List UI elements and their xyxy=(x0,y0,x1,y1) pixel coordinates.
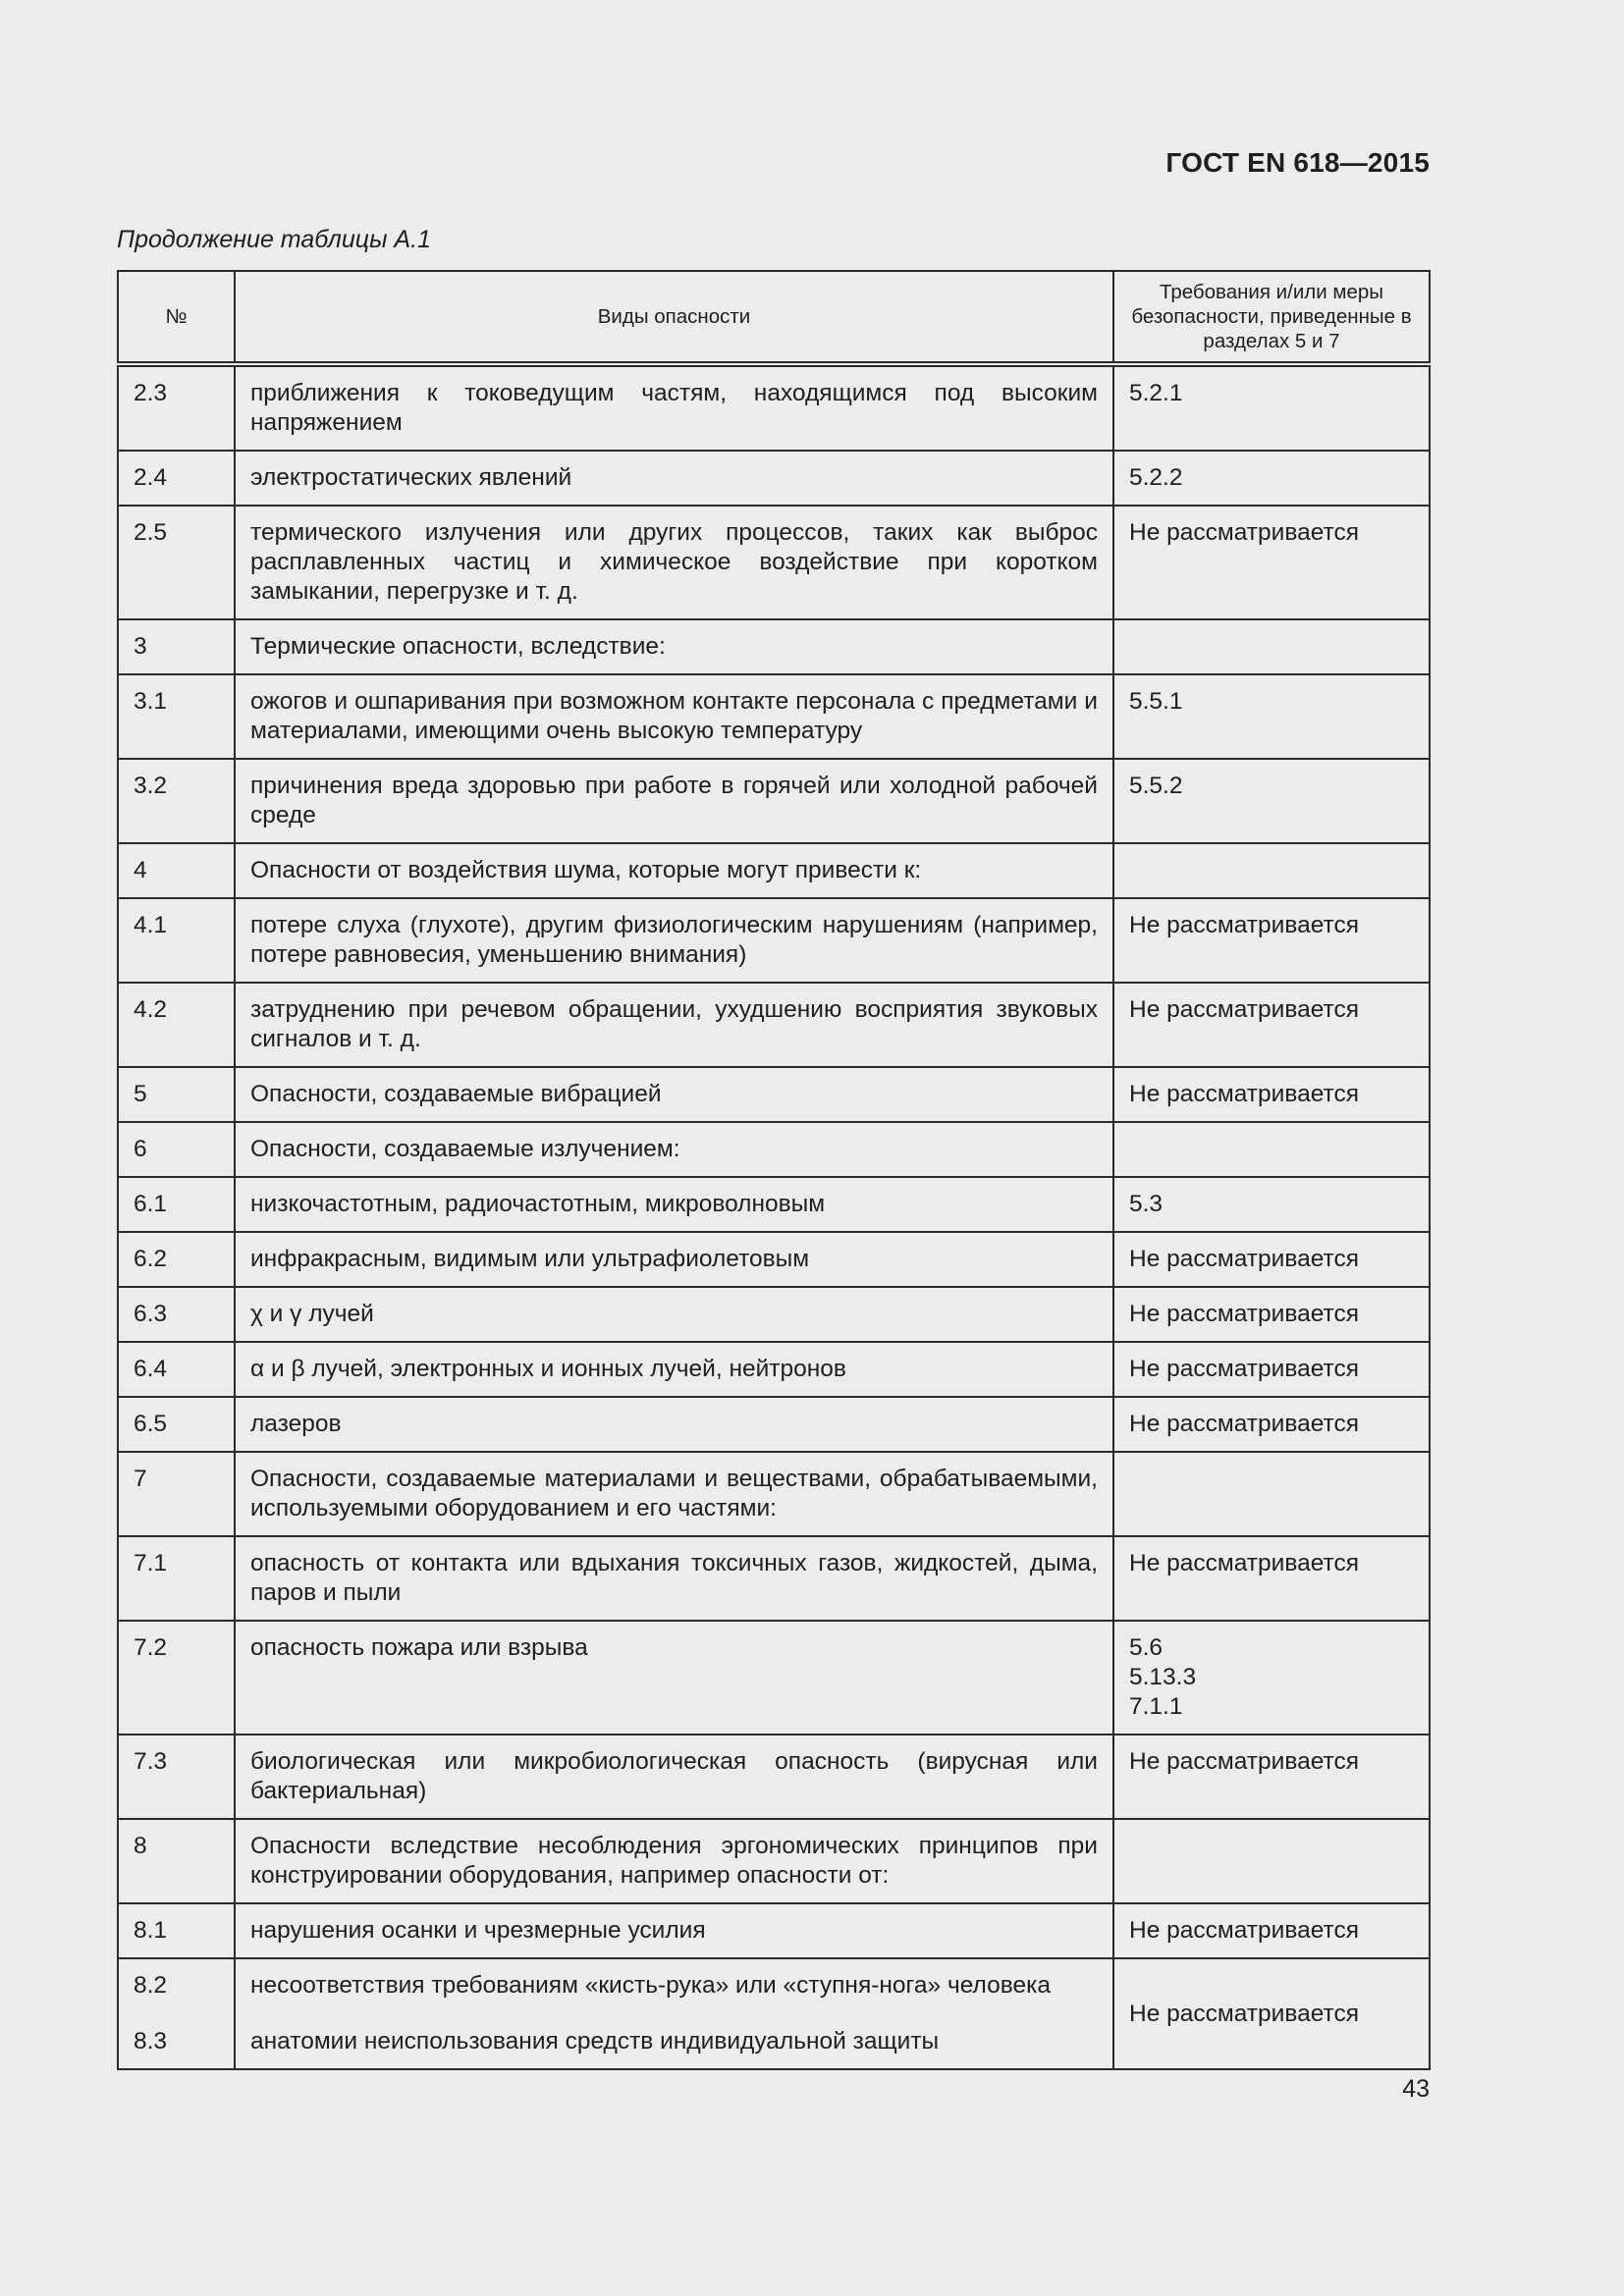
row-req: Не рассматривается xyxy=(1113,1536,1430,1621)
row-num: 7.1 xyxy=(118,1536,235,1621)
row-num: 3.1 xyxy=(118,674,235,759)
row-num: 2.5 xyxy=(118,506,235,619)
row-req xyxy=(1113,843,1430,898)
row-num-b: 8.3 xyxy=(134,2028,168,2055)
row-num: 4 xyxy=(118,843,235,898)
table-row xyxy=(118,1621,1430,1735)
row-req: Не рассматривается xyxy=(1113,1903,1430,1958)
header-requirements: Требования и/или меры безопасности, приведенные в разделах 5 и 7 xyxy=(1113,271,1430,364)
row-num: 8 xyxy=(118,1819,235,1903)
standard-code: ГОСТ EN 618—2015 xyxy=(1165,147,1430,178)
row-num: 6.3 xyxy=(118,1287,235,1342)
header-hazard: Виды опасности xyxy=(235,271,1113,364)
row-hazard: Термические опасности, вследствие: xyxy=(235,619,1113,674)
row-req: Не рассматривается xyxy=(1113,1067,1430,1122)
table-row xyxy=(118,1342,1430,1397)
row-hazard: электростатических явлений xyxy=(235,451,1113,506)
row-num xyxy=(118,1958,235,2069)
row-req: 5.3 xyxy=(1113,1177,1430,1232)
row-hazard: потере слуха (глухоте), другим физиологическим нарушениям (например, потере равновесия, уменьшению внимания) xyxy=(235,898,1113,983)
row-hazard-b: анатомии неиспользования средств индивидуальной защиты xyxy=(250,2028,940,2055)
req-ref: 7.1.1 xyxy=(1129,1693,1183,1720)
table-row-group xyxy=(118,843,1430,898)
row-hazard: нарушения осанки и чрезмерные усилия xyxy=(235,1903,1113,1958)
header-num: № xyxy=(118,271,235,364)
row-req: Не рассматривается xyxy=(1113,1342,1430,1397)
table-row xyxy=(118,1536,1430,1621)
row-hazard: затруднению при речевом обращении, ухудшению восприятия звуковых сигналов и т. д. xyxy=(235,983,1113,1067)
table-row xyxy=(118,1903,1430,1958)
row-hazard: Опасности, создаваемые излучением: xyxy=(235,1122,1113,1177)
row-num: 4.1 xyxy=(118,898,235,983)
row-num: 4.2 xyxy=(118,983,235,1067)
row-num: 2.3 xyxy=(118,364,235,451)
table-row-merged xyxy=(118,1958,1430,2069)
row-req: Не рассматривается xyxy=(1113,1397,1430,1452)
req-ref: 5.6 xyxy=(1129,1634,1164,1661)
row-req: 5.5.1 xyxy=(1113,674,1430,759)
row-num: 3 xyxy=(118,619,235,674)
row-num: 6.2 xyxy=(118,1232,235,1287)
req-ref: 5.13.3 xyxy=(1129,1664,1197,1690)
row-hazard xyxy=(235,1958,1113,2069)
row-req xyxy=(1113,619,1430,674)
row-hazard: причинения вреда здоровью при работе в горячей или холодной рабочей среде xyxy=(235,759,1113,843)
row-num: 2.4 xyxy=(118,451,235,506)
row-hazard: Опасности, создаваемые вибрацией xyxy=(235,1067,1113,1122)
row-hazard: приближения к токоведущим частям, находящимся под высоким напряжением xyxy=(235,364,1113,451)
row-hazard: инфракрасным, видимым или ультрафиолетовым xyxy=(235,1232,1113,1287)
table-row xyxy=(118,451,1430,506)
table-caption: Продолжение таблицы А.1 xyxy=(117,226,431,253)
row-num: 3.2 xyxy=(118,759,235,843)
row-req: 5.5.2 xyxy=(1113,759,1430,843)
table-row xyxy=(118,759,1430,843)
row-num: 7 xyxy=(118,1452,235,1536)
spacer xyxy=(250,2001,1098,2027)
row-req xyxy=(1113,1621,1430,1735)
row-req: Не рассматривается xyxy=(1113,1958,1430,2069)
row-num: 6.4 xyxy=(118,1342,235,1397)
row-hazard: лазеров xyxy=(235,1397,1113,1452)
table-row-group xyxy=(118,1122,1430,1177)
table-row xyxy=(118,1735,1430,1819)
row-req: Не рассматривается xyxy=(1113,898,1430,983)
row-hazard-a: несоответствия требованиям «кисть-рука» или «ступня-нога» человека xyxy=(250,1972,1052,1999)
row-hazard: Опасности от воздействия шума, которые могут привести к: xyxy=(235,843,1113,898)
row-num: 8.1 xyxy=(118,1903,235,1958)
row-hazard: α и β лучей, электронных и ионных лучей, нейтронов xyxy=(235,1342,1113,1397)
row-hazard: Опасности вследствие несоблюдения эргономических принципов при конструировании оборудования, например опасности от: xyxy=(235,1819,1113,1903)
table-row xyxy=(118,983,1430,1067)
row-req: Не рассматривается xyxy=(1113,1232,1430,1287)
table-row xyxy=(118,1067,1430,1122)
spacer xyxy=(134,2001,219,2027)
row-num: 7.3 xyxy=(118,1735,235,1819)
row-hazard: Опасности, создаваемые материалами и веществами, обрабатываемыми, используемыми оборудованием и его частями: xyxy=(235,1452,1113,1536)
row-req: 5.2.2 xyxy=(1113,451,1430,506)
row-req xyxy=(1113,1819,1430,1903)
table-row-group xyxy=(118,619,1430,674)
row-req: 5.2.1 xyxy=(1113,364,1430,451)
row-num: 6.5 xyxy=(118,1397,235,1452)
row-num: 7.2 xyxy=(118,1621,235,1735)
table-header-row xyxy=(118,271,1430,364)
row-hazard: χ и γ лучей xyxy=(235,1287,1113,1342)
row-hazard: термического излучения или других процессов, таких как выброс расплавленных частиц и химическое воздействие при коротком замыкании, перегрузке и т. д. xyxy=(235,506,1113,619)
row-hazard: опасность от контакта или вдыхания токсичных газов, жидкостей, дыма, паров и пыли xyxy=(235,1536,1113,1621)
row-hazard: низкочастотным, радиочастотным, микроволновым xyxy=(235,1177,1113,1232)
table-row xyxy=(118,364,1430,451)
table-row xyxy=(118,674,1430,759)
row-num: 6.1 xyxy=(118,1177,235,1232)
table-row xyxy=(118,1177,1430,1232)
row-req xyxy=(1113,1452,1430,1536)
row-num: 5 xyxy=(118,1067,235,1122)
table-row-group xyxy=(118,1819,1430,1903)
row-req: Не рассматривается xyxy=(1113,1287,1430,1342)
row-req xyxy=(1113,1122,1430,1177)
row-req: Не рассматривается xyxy=(1113,983,1430,1067)
table-row xyxy=(118,506,1430,619)
table-row xyxy=(118,1232,1430,1287)
row-req: Не рассматривается xyxy=(1113,506,1430,619)
row-hazard: опасность пожара или взрыва xyxy=(235,1621,1113,1735)
table-row xyxy=(118,1287,1430,1342)
row-hazard: биологическая или микробиологическая опасность (вирусная или бактериальная) xyxy=(235,1735,1113,1819)
page-number: 43 xyxy=(1402,2075,1430,2103)
table-row xyxy=(118,1397,1430,1452)
table-row xyxy=(118,898,1430,983)
hazards-table xyxy=(117,270,1431,2070)
row-req: Не рассматривается xyxy=(1113,1735,1430,1819)
table-row-group xyxy=(118,1452,1430,1536)
row-hazard: ожогов и ошпаривания при возможном контакте персонала с предметами и материалами, имеющими очень высокую температуру xyxy=(235,674,1113,759)
row-num: 6 xyxy=(118,1122,235,1177)
row-num-a: 8.2 xyxy=(134,1972,168,1999)
